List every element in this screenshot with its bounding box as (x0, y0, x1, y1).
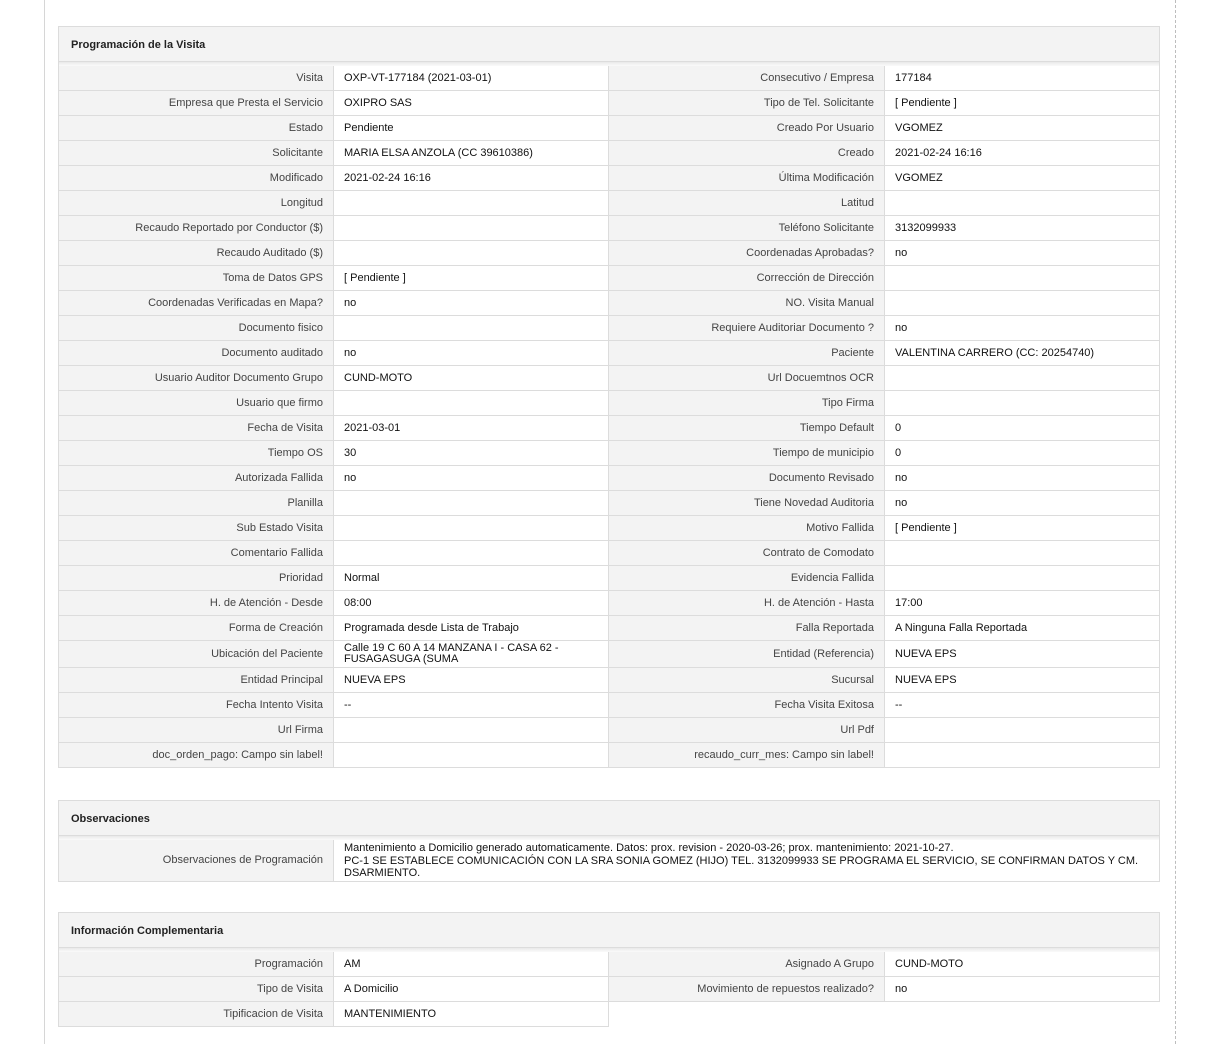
table-row (59, 166, 1160, 191)
table-row (59, 416, 1160, 441)
field-label: Entidad Principal (59, 668, 334, 693)
field-value: no (885, 316, 1160, 341)
field-value: Programada desde Lista de Trabajo (334, 616, 609, 641)
field-label: Planilla (59, 491, 334, 516)
field-value: 0 (885, 441, 1160, 466)
field-label: Autorizada Fallida (59, 466, 334, 491)
field-label: Tipificacion de Visita (59, 1002, 334, 1027)
table-row (59, 291, 1160, 316)
field-label: Tipo Firma (609, 391, 885, 416)
table-row (59, 116, 1160, 141)
table-row (59, 693, 1160, 718)
field-value: -- (334, 693, 609, 718)
field-label: Comentario Fallida (59, 541, 334, 566)
field-label: Usuario que firmo (59, 391, 334, 416)
field-value: 0 (885, 416, 1160, 441)
field-value: Pendiente (334, 116, 609, 141)
field-value: NUEVA EPS (334, 668, 609, 693)
field-value (885, 743, 1160, 768)
table-row (59, 216, 1160, 241)
observaciones-rows (58, 840, 1160, 882)
table-row (59, 241, 1160, 266)
field-label: Movimiento de repuestos realizado? (609, 977, 885, 1002)
field-label: Fecha de Visita (59, 416, 334, 441)
field-label: Documento auditado (59, 341, 334, 366)
complementaria-panel (58, 912, 1160, 1027)
field-label: Empresa que Presta el Servicio (59, 91, 334, 116)
field-label: Url Pdf (609, 718, 885, 743)
field-value (885, 266, 1160, 291)
field-label: Creado Por Usuario (609, 116, 885, 141)
field-value (334, 541, 609, 566)
field-label: Tiempo de municipio (609, 441, 885, 466)
field-value: 2021-03-01 (334, 416, 609, 441)
table-row (59, 566, 1160, 591)
field-value: [ Pendiente ] (334, 266, 609, 291)
field-label: Falla Reportada (609, 616, 885, 641)
field-value: NUEVA EPS (885, 668, 1160, 693)
field-value: 17:00 (885, 591, 1160, 616)
table-row (59, 977, 1160, 1002)
field-label: Toma de Datos GPS (59, 266, 334, 291)
field-value: no (334, 291, 609, 316)
field-value: [ Pendiente ] (885, 91, 1160, 116)
field-label: Fecha Intento Visita (59, 693, 334, 718)
field-value: no (885, 466, 1160, 491)
observaciones-line: PC-1 SE ESTABLECE COMUNICACIÓN CON LA SRA SONIA GOMEZ (HIJO) TEL. 3132099933 SE PROGRAMA EL SERVICIO, SE CONFIRMAN DATOS Y CM. (344, 854, 1139, 867)
field-label: Última Modificación (609, 166, 885, 191)
field-value: 30 (334, 441, 609, 466)
complementaria-title: Información Complementaria (58, 912, 1160, 948)
table-row (59, 1002, 1160, 1027)
field-value: no (885, 241, 1160, 266)
field-value: [ Pendiente ] (885, 516, 1160, 541)
field-label: Paciente (609, 341, 885, 366)
field-value (334, 391, 609, 416)
field-value: 08:00 (334, 591, 609, 616)
table-row (59, 266, 1160, 291)
field-value: MARIA ELSA ANZOLA (CC 39610386) (334, 141, 609, 166)
table-row (59, 441, 1160, 466)
field-label: Tiempo Default (609, 416, 885, 441)
field-label: Documento fisico (59, 316, 334, 341)
table-row (59, 91, 1160, 116)
field-value (885, 566, 1160, 591)
field-label: doc_orden_pago: Campo sin label! (59, 743, 334, 768)
programacion-title: Programación de la Visita (58, 26, 1160, 62)
field-label: Ubicación del Paciente (59, 641, 334, 668)
field-value: 3132099933 (885, 216, 1160, 241)
table-row (59, 743, 1160, 768)
field-label: Tiempo OS (59, 441, 334, 466)
field-label: Programación (59, 952, 334, 977)
field-value: 2021-02-24 16:16 (885, 141, 1160, 166)
field-label: Coordenadas Verificadas en Mapa? (59, 291, 334, 316)
field-value: A Ninguna Falla Reportada (885, 616, 1160, 641)
field-label: Coordenadas Aprobadas? (609, 241, 885, 266)
field-label: Tiene Novedad Auditoria (609, 491, 885, 516)
field-value (885, 391, 1160, 416)
field-value: VALENTINA CARRERO (CC: 20254740) (885, 341, 1160, 366)
table-row (59, 641, 1160, 668)
field-value: no (334, 466, 609, 491)
programacion-panel (58, 26, 1160, 768)
field-value (885, 718, 1160, 743)
table-row (59, 840, 1160, 882)
field-label: Creado (609, 141, 885, 166)
field-label: Url Docuemtnos OCR (609, 366, 885, 391)
field-label: Teléfono Solicitante (609, 216, 885, 241)
table-row (59, 668, 1160, 693)
field-label: Estado (59, 116, 334, 141)
field-value: 177184 (885, 66, 1160, 91)
field-label: Longitud (59, 191, 334, 216)
field-label: H. de Atención - Desde (59, 591, 334, 616)
field-value (334, 216, 609, 241)
observaciones-value (334, 840, 1160, 882)
field-label: Prioridad (59, 566, 334, 591)
field-label: Entidad (Referencia) (609, 641, 885, 668)
table-row (59, 191, 1160, 216)
table-row (59, 66, 1160, 91)
field-value: -- (885, 693, 1160, 718)
field-label: Usuario Auditor Documento Grupo (59, 366, 334, 391)
observaciones-title: Observaciones (58, 800, 1160, 836)
table-row (59, 591, 1160, 616)
field-value: no (885, 491, 1160, 516)
field-label: NO. Visita Manual (609, 291, 885, 316)
field-value (885, 291, 1160, 316)
field-value (334, 718, 609, 743)
table-row (59, 341, 1160, 366)
observaciones-line: DSARMIENTO. (344, 867, 421, 879)
field-value (334, 516, 609, 541)
field-label: Forma de Creación (59, 616, 334, 641)
field-value (334, 241, 609, 266)
field-label: Motivo Fallida (609, 516, 885, 541)
field-value (334, 316, 609, 341)
field-value (885, 191, 1160, 216)
field-label: Visita (59, 66, 334, 91)
complementaria-rows (58, 952, 1160, 1027)
field-value: CUND-MOTO (334, 366, 609, 391)
field-label: Modificado (59, 166, 334, 191)
table-row (59, 391, 1160, 416)
table-row (59, 541, 1160, 566)
table-row (59, 616, 1160, 641)
field-value: OXP-VT-177184 (2021-03-01) (334, 66, 609, 91)
field-value: VGOMEZ (885, 116, 1160, 141)
field-label: Corrección de Dirección (609, 266, 885, 291)
field-label: Latitud (609, 191, 885, 216)
field-label: Sub Estado Visita (59, 516, 334, 541)
field-label: Tipo de Visita (59, 977, 334, 1002)
field-label: Url Firma (59, 718, 334, 743)
table-row (59, 366, 1160, 391)
field-label: Recaudo Auditado ($) (59, 241, 334, 266)
observaciones-line: Mantenimiento a Domicilio generado automaticamente. Datos: prox. revision - 2020-03-26; prox. mantenimiento: 2021-10-27. (344, 842, 954, 854)
field-label: H. de Atención - Hasta (609, 591, 885, 616)
field-value (334, 191, 609, 216)
field-value (885, 366, 1160, 391)
field-value: NUEVA EPS (885, 641, 1160, 668)
field-value: no (334, 341, 609, 366)
table-row (59, 466, 1160, 491)
field-value (334, 491, 609, 516)
left-divider (44, 0, 45, 1044)
field-label: Recaudo Reportado por Conductor ($) (59, 216, 334, 241)
field-value: OXIPRO SAS (334, 91, 609, 116)
table-row (59, 491, 1160, 516)
observaciones-panel (58, 800, 1160, 882)
field-label: Contrato de Comodato (609, 541, 885, 566)
field-label: Documento Revisado (609, 466, 885, 491)
programacion-rows (58, 66, 1160, 768)
field-value: 2021-02-24 16:16 (334, 166, 609, 191)
field-label: recaudo_curr_mes: Campo sin label! (609, 743, 885, 768)
table-row (59, 316, 1160, 341)
field-value: Calle 19 C 60 A 14 MANZANA I - CASA 62 - FUSAGASUGA (SUMA (334, 641, 609, 668)
field-value: VGOMEZ (885, 166, 1160, 191)
field-label: Tipo de Tel. Solicitante (609, 91, 885, 116)
table-row (59, 516, 1160, 541)
table-row (59, 141, 1160, 166)
table-row (59, 718, 1160, 743)
field-label: Requiere Auditoriar Documento ? (609, 316, 885, 341)
field-value (334, 743, 609, 768)
field-label: Solicitante (59, 141, 334, 166)
field-label: Evidencia Fallida (609, 566, 885, 591)
field-value: Normal (334, 566, 609, 591)
field-value: no (885, 977, 1160, 1002)
table-row (59, 952, 1160, 977)
field-label: Asignado A Grupo (609, 952, 885, 977)
right-divider (1175, 0, 1176, 1044)
field-value: CUND-MOTO (885, 952, 1160, 977)
field-value: MANTENIMIENTO (334, 1002, 609, 1027)
field-value: AM (334, 952, 609, 977)
field-label: Observaciones de Programación (59, 840, 334, 882)
field-label: Consecutivo / Empresa (609, 66, 885, 91)
field-label: Sucursal (609, 668, 885, 693)
field-value: A Domicilio (334, 977, 609, 1002)
field-label: Fecha Visita Exitosa (609, 693, 885, 718)
field-value (885, 541, 1160, 566)
